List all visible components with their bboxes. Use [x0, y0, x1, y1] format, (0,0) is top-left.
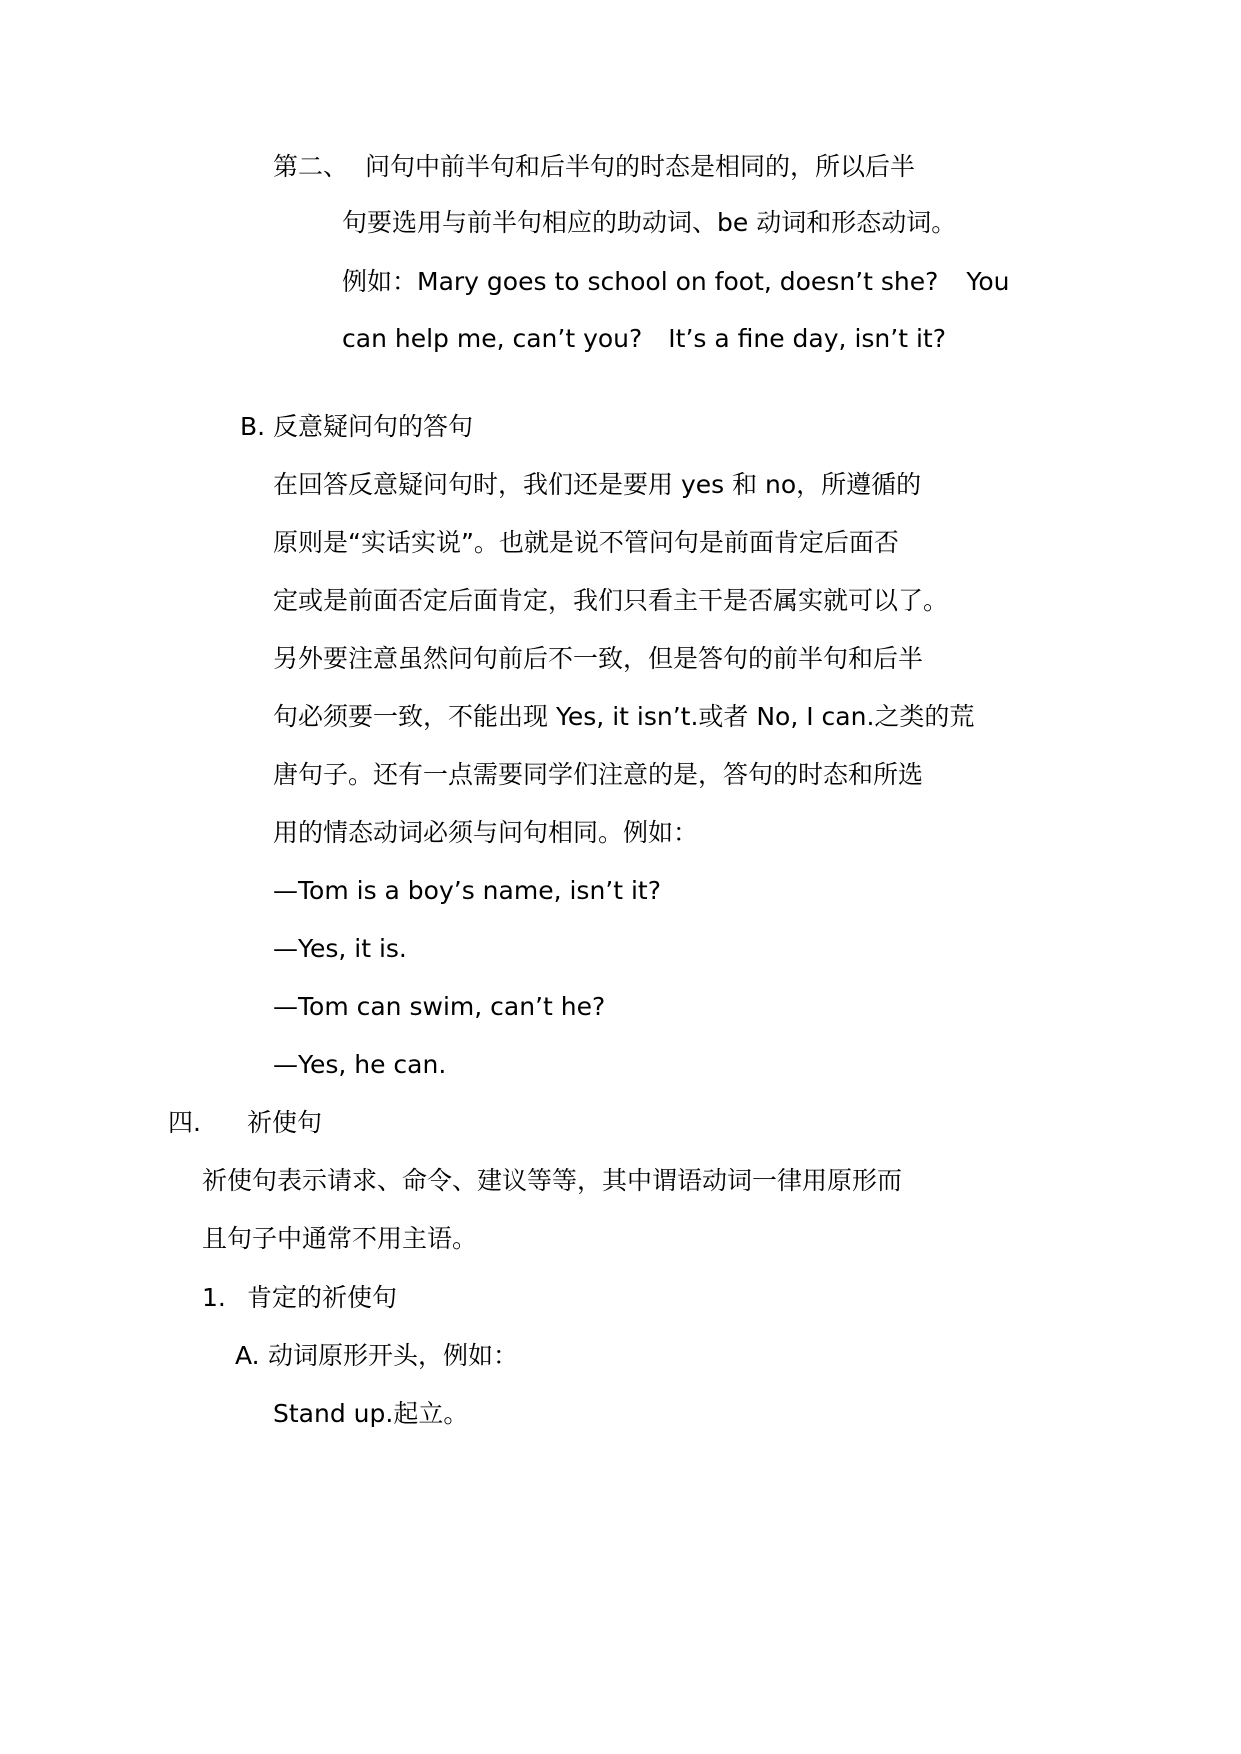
section-four-heading: 祈使句	[247, 1108, 323, 1137]
point-line-2: 句要选用与前半句相应的助动词、be 动词和形态动词。	[342, 208, 957, 237]
paragraph-line: 用的情态动词必须与问句相同。例如：	[273, 818, 699, 847]
dialogue-line: —Tom can swim, can’t he?	[273, 992, 606, 1021]
paragraph-line: 定或是前面否定后面肯定，我们只看主干是否属实就可以了。	[273, 586, 949, 615]
paragraph-line: 在回答反意疑问句时，我们还是要用 yes 和 no，所遵循的	[273, 470, 922, 499]
point-line-4	[342, 322, 946, 356]
dialogue-line: —Yes, it is.	[273, 934, 407, 963]
example-line: Stand up.起立。	[273, 1399, 469, 1428]
example-prefix: 例如：	[342, 267, 418, 296]
subsection-a-marker: A.	[235, 1341, 260, 1370]
subsection-1-marker: 1.	[202, 1283, 226, 1312]
paragraph-line: 另外要注意虽然问句前后不一致，但是答句的前半句和后半	[273, 644, 924, 673]
point-line-3	[342, 265, 1009, 299]
paragraph-line: 唐句子。还有一点需要同学们注意的是，答句的时态和所选	[273, 760, 924, 789]
point-line-1: 问句中前半句和后半句的时态是相同的，所以后半	[365, 152, 916, 181]
example-sentence-2-start: You	[966, 267, 1010, 296]
example-sentence-2-end: can help me, can’t you?	[342, 324, 643, 353]
example-sentence-3: It’s a fine day, isn’t it?	[668, 324, 946, 353]
section-four-marker: 四.	[168, 1108, 201, 1137]
subsection-1-heading: 肯定的祈使句	[247, 1283, 398, 1312]
subsection-a-heading: 动词原形开头，例如：	[268, 1341, 519, 1370]
paragraph-line: 句必须要一致，不能出现 Yes, it isn’t.或者 No, I can.之类的荒	[273, 702, 975, 731]
example-sentence-1: Mary goes to school on foot, doesn’t she?	[417, 267, 939, 296]
paragraph-line: 祈使句表示请求、命令、建议等等，其中谓语动词一律用原形而	[202, 1166, 903, 1195]
section-b-marker: B.	[240, 412, 266, 441]
section-b-heading: 反意疑问句的答句	[273, 412, 474, 441]
dialogue-line: —Tom is a boy’s name, isn’t it?	[273, 876, 662, 905]
point-label: 第二、	[273, 152, 349, 181]
dialogue-line: —Yes, he can.	[273, 1050, 447, 1079]
paragraph-line: 且句子中通常不用主语。	[202, 1224, 478, 1253]
paragraph-line: 原则是“实话实说”。也就是说不管问句是前面肯定后面否	[273, 528, 899, 557]
